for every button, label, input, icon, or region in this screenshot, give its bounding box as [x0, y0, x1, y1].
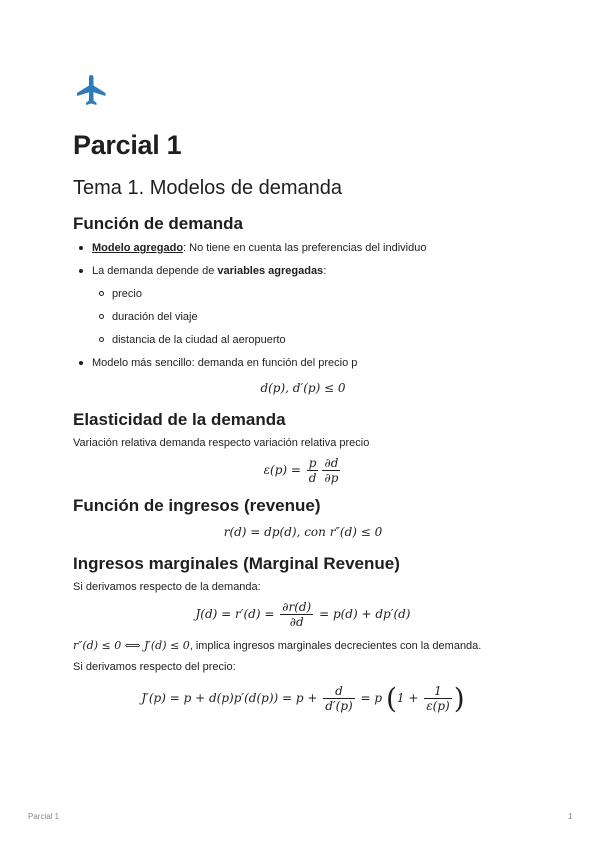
sub-list-item: duración del viaje	[73, 310, 533, 324]
equation-marginal-demand	[73, 600, 533, 629]
list-text: La demanda depende de	[92, 265, 218, 277]
heading-funcion-demanda: Función de demanda	[73, 214, 244, 233]
demand-list	[73, 241, 533, 370]
heading-ingresos: Función de ingresos (revenue)	[73, 496, 321, 515]
numerator: ∂r(d)	[282, 600, 312, 614]
numerator: d	[323, 684, 354, 699]
paragraph-text: , implica ingresos marginales decrecientes con la demanda.	[189, 640, 482, 652]
numerator: ∂d	[324, 456, 339, 470]
footer-page-number: 1	[568, 812, 573, 821]
list-text: : No tiene en cuenta las preferencias del individuo	[183, 242, 427, 254]
list-item: Modelo más sencillo: demanda en función del precio p	[73, 356, 533, 370]
sub-list-item: precio	[73, 287, 533, 301]
equation-part: 1 +	[396, 691, 419, 705]
page-title: Parcial 1	[73, 130, 182, 160]
paragraph	[73, 639, 533, 653]
equation-demand: d(p), d′(p) ≤ 0	[260, 381, 346, 395]
equation-part: = p	[360, 691, 383, 705]
list-text: :	[323, 265, 327, 277]
fraction	[322, 456, 340, 485]
equation-part: ε(p) =	[263, 463, 301, 477]
equation-revenue: r(d) = dp(d), con r″(d) ≤ 0	[223, 525, 383, 539]
fraction	[307, 456, 319, 485]
sub-list-item: distancia de la ciudad al aeropuerto	[73, 333, 533, 347]
numerator: p	[308, 456, 317, 470]
airplane-icon	[74, 72, 110, 108]
list-item	[73, 264, 533, 278]
bold-term: variables agregadas	[217, 265, 324, 277]
heading-tema: Tema 1. Modelos de demanda	[73, 177, 343, 199]
footer-title: Parcial 1	[28, 812, 60, 821]
bold-term: Modelo agregado	[92, 242, 184, 254]
paragraph: Si derivamos respecto del precio:	[73, 661, 236, 673]
list-item	[73, 241, 533, 255]
paren-close: )	[453, 682, 465, 715]
fraction	[323, 684, 354, 713]
document-page	[73, 72, 533, 715]
fraction	[424, 684, 451, 713]
equation-part: = p(d) + dp′(d)	[319, 607, 411, 621]
paragraph: Variación relativa demanda respecto variación relativa precio	[73, 437, 370, 449]
equation-part: J(d) = r′(d) =	[195, 607, 275, 621]
denominator: d′(p)	[325, 699, 353, 713]
denominator: ε(p)	[426, 699, 450, 713]
equation-marginal-price	[73, 682, 533, 715]
denominator: ∂d	[289, 615, 304, 629]
denominator: ∂p	[324, 471, 339, 485]
fraction	[280, 600, 313, 629]
paragraph: Si derivamos respecto de la demanda:	[73, 581, 261, 593]
denominator: d	[308, 471, 317, 485]
heading-elasticidad: Elasticidad de la demanda	[73, 410, 286, 429]
numerator: 1	[424, 684, 451, 699]
heading-marginales: Ingresos marginales (Marginal Revenue)	[73, 554, 400, 573]
equation-elasticity	[73, 456, 533, 485]
inline-math: r″(d) ≤ 0 ⟺ J′(d) ≤ 0	[73, 639, 190, 652]
paren-open: (	[385, 682, 397, 715]
equation-part: J′(p) = p + d(p)p′(d(p)) = p +	[141, 691, 318, 705]
